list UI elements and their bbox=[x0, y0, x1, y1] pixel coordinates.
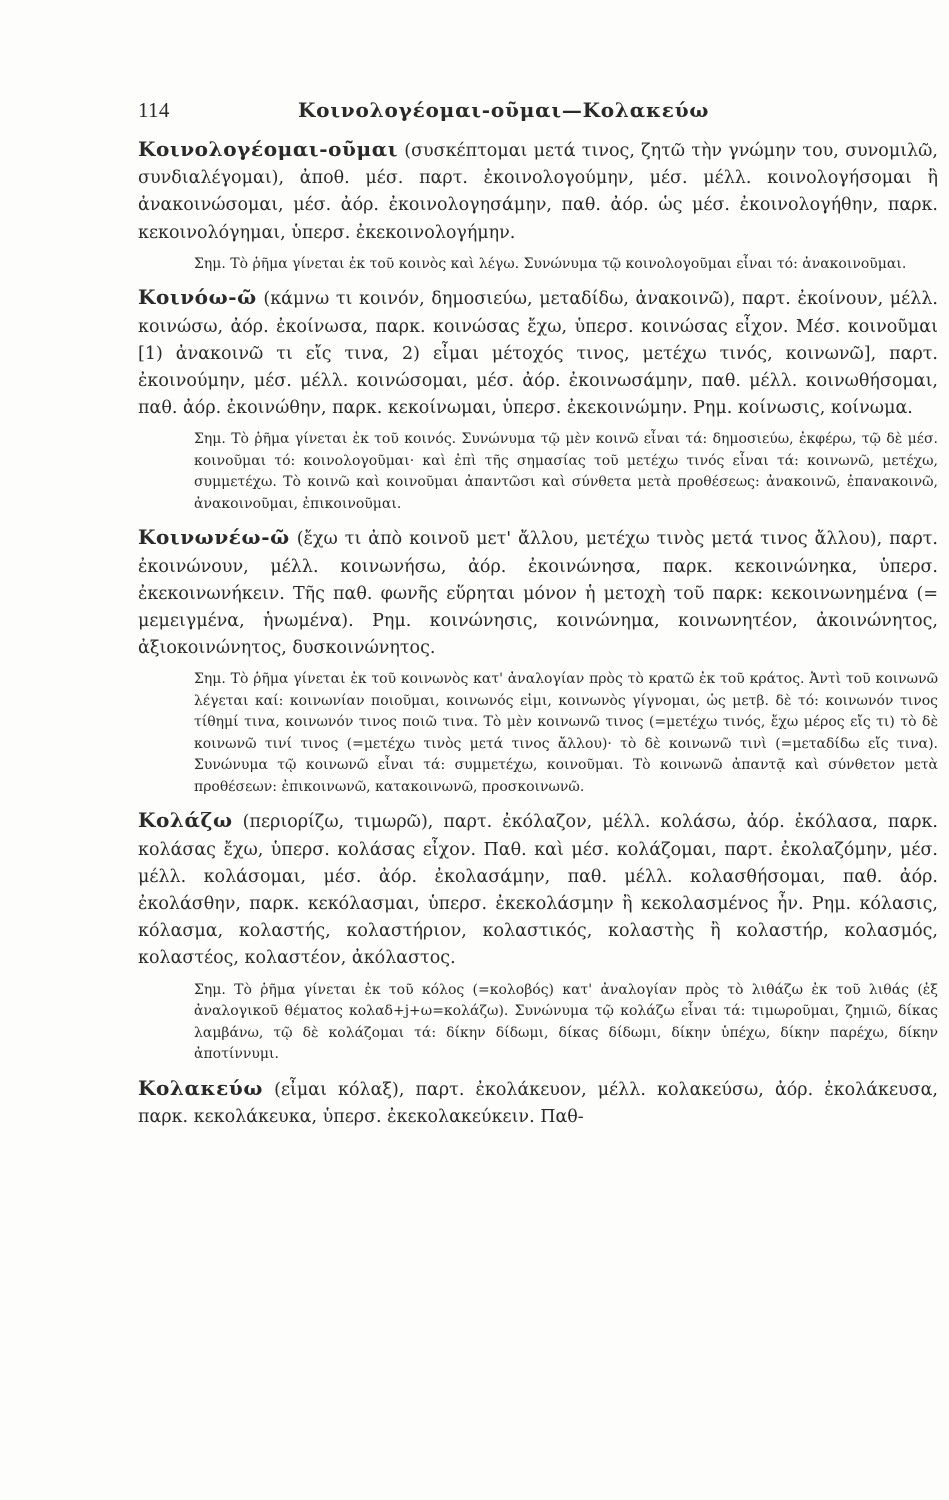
page-number: 114 bbox=[138, 98, 170, 122]
page-header bbox=[138, 92, 938, 136]
entry-definition: (συσκέπτομαι μετά τινος, ζητῶ τὴν γνώμην του, συνομιλῶ, συνδιαλέγομαι), ἀποθ. μέσ. παρτ. ἐκοινολογούμην, μέσ. μέλλ. κοινολογήσομαι ἢ ἀνακοινώσομαι, μέσ. ἀόρ. ἐκοινολογησάμην, παθ. ἀόρ. ὡς μέσ. ἐκοινολογήθην, παρκ. κεκοινολόγημαι, ὑπερσ. ἐκεκοινολογήμην. bbox=[138, 141, 938, 243]
headword: Κοινολογέομαι-οῦμαι bbox=[138, 137, 399, 161]
entry-note: Σημ. Τὸ ῥῆμα γίνεται ἐκ τοῦ κοινὸς καὶ λέγω. Συνώνυμα τῷ κοινολογοῦμαι εἶναι τό: ἀνακοινοῦμαι. bbox=[194, 255, 907, 272]
entry-koinologeomai bbox=[138, 136, 938, 275]
headword: Κοινωνέω-ῶ bbox=[138, 525, 290, 550]
entry-note: Σημ. Τὸ ῥῆμα γίνεται ἐκ τοῦ κόλος (=κολοβός) κατ' ἀναλογίαν πρὸς τὸ λιθάζω ἐκ τοῦ λιθάς (ἐξ ἀναλογικοῦ θέματος κολαδ+j+ω=κολάζω). Συνώνυμα τῷ κολάζω εἶναι τά: τιμωροῦμαι, ζημιῶ, δίκας λαμβάνω, τῷ δὲ κολάζομαι τά: δίκην δίδωμι, δίκας δίδωμι, δίκην ὑπέχω, δίκην παρέχω, δίκην ἀποτίννυμι. bbox=[194, 981, 938, 1063]
entry-body bbox=[138, 807, 938, 972]
entry-note: Σημ. Τὸ ῥῆμα γίνεται ἐκ τοῦ κοινωνὸς κατ' ἀναλογίαν πρὸς τὸ κρατῶ ἐκ τοῦ κράτος. Ἀντὶ τοῦ κοινωνῶ λέγεται καί: κοινωνίαν ποιοῦμαι, κοινωνός εἰμι, κοινωνὸς γίγνομαι, ὡς μετβ. δὲ τό: κοινωνόν τινος τίθημί τινα, κοινωνόν τινος ποιῶ τινα. Τὸ μὲν κοινωνῶ τινος (=μετέχω τινός, ἔχω μέρος εἴς τι) τὸ δὲ κοινωνῶ τινί τινος (=μετέχω τινὸς μετά τινος ἄλλου)· τὸ δὲ κοινωνῶ τινὶ (=μεταδίδω εἴς τινα). Συνώνυμα τῷ κοινωνῶ εἶναι τά: συμμετέχω, κοινοῦμαι. Τὸ κοινωνῶ ἀπαντᾷ καὶ σύνθετον μετὰ προθέσεων: ἐπικοινωνῶ, κατακοινωνῶ, προσκοινωνῶ. bbox=[194, 671, 938, 795]
entry-definition: (κάμνω τι κοινόν, δημοσιεύω, μεταδίδω, ἀνακοινῶ), παρτ. ἐκοίνουν, μέλλ. κοινώσω, ἀόρ. ἐκοίνωσα, παρκ. κοινώσας ἔχω, ὑπερσ. κοινώσας εἶχον. Μέσ. κοινοῦμαι [1) ἀνακοινῶ τι εἴς τινα, 2) εἶμαι μέτοχός τινος, μετέχω τινός, κοινωνῶ], παρτ. ἐκοινούμην, μέσ. μέλλ. κοινώσομαι, μέσ. ἀόρ. ἐκοινωσάμην, παθ. μέλλ. κοινωθήσομαι, παθ. ἀόρ. ἐκοινώθην, παρκ. κεκοίνωμαι, ὑπερσ. ἐκεκοινώμην. Ρημ. κοίνωσις, κοίνωμα. bbox=[138, 289, 938, 419]
headword: Κολακεύω bbox=[138, 1075, 264, 1100]
dictionary-page bbox=[138, 92, 938, 1140]
entry-definition: (περιορίζω, τιμωρῶ), παρτ. ἐκόλαζον, μέλλ. κολάσω, ἀόρ. ἐκόλασα, παρκ. κολάσας ἔχω, ὑπερσ. κολάσας εἶχον. Παθ. καὶ μέσ. κολάζομαι, παρτ. ἐκολαζόμην, μέσ. μέλλ. κολάσομαι, μέσ. ἀόρ. ἐκολασάμην, παθ. μέλλ. κολασθήσομαι, παθ. ἀόρ. ἐκολάσθην, παρκ. κεκόλασμαι, ὑπερσ. ἐκεκολάσμην ἢ κεκολασμένος ἦν. Ρημ. κόλασις, κόλασμα, κολαστής, κολαστήριον, κολαστικός, κολαστὴς ἢ κολαστήρ, κολασμός, κολαστέος, κολαστέον, ἀκόλαστος. bbox=[138, 812, 938, 969]
entry-body bbox=[138, 524, 938, 662]
entry-body bbox=[138, 1075, 938, 1131]
entry-body bbox=[138, 136, 938, 247]
entry-koinoneo bbox=[138, 524, 938, 798]
entry-definition: (ἔχω τι ἀπὸ κοινοῦ μετ' ἄλλου, μετέχω τινὸς μετά τινος ἄλλου), παρτ. ἐκοινώνουν, μέλλ. κοινωνήσω, ἀόρ. ἐκοινώνησα, παρκ. κεκοινώνηκα, ὑπερσ. ἐκεκοινωνήκειν. Τῆς παθ. φωνῆς εὕρηται μόνον ἡ μετοχὴ τοῦ παρκ: κεκοινωνημένα (= μεμειγμένα, ἡνωμένα). Ρημ. κοινώνησις, κοινώνημα, κοινωνητέον, ἀκοινώνητος, ἀξιοκοινώνητος, δυσκοινώνητος. bbox=[138, 529, 938, 659]
entry-body bbox=[138, 284, 938, 422]
running-title: Κοινολογέομαι-οῦμαι—Κολακεύω bbox=[298, 98, 710, 122]
entry-kolakeuo bbox=[138, 1075, 938, 1131]
entry-kolazo bbox=[138, 807, 938, 1065]
entry-definition: (εἶμαι κόλαξ), παρτ. ἐκολάκευον, μέλλ. κολακεύσω, ἀόρ. ἐκολάκευσα, παρκ. κεκολάκευκα, ὑπερσ. ἐκεκολακεύκειν. Παθ- bbox=[138, 1079, 938, 1127]
entry-koinoo bbox=[138, 284, 938, 515]
headword: Κολάζω bbox=[138, 808, 233, 833]
headword: Κοινόω-ῶ bbox=[138, 285, 257, 310]
entry-note: Σημ. Τὸ ῥῆμα γίνεται ἐκ τοῦ κοινός. Συνώνυμα τῷ μὲν κοινῶ εἶναι τά: δημοσιεύω, ἐκφέρω, τῷ δὲ μέσ. κοινοῦμαι τό: κοινολογοῦμαι· καὶ ἐπὶ τῆς σημασίας τοῦ μετέχω τινός εἶναι τά: κοινωνῶ, μετέχω, συμμετέχω. Τὸ κοινῶ καὶ κοινοῦμαι ἀπαντῶσι καὶ σύνθετα μετὰ προθέσεως: ἀνακοινῶ, ἐπανακοινῶ, ἀνακοινοῦμαι, ἐπικοινοῦμαι. bbox=[194, 431, 938, 512]
